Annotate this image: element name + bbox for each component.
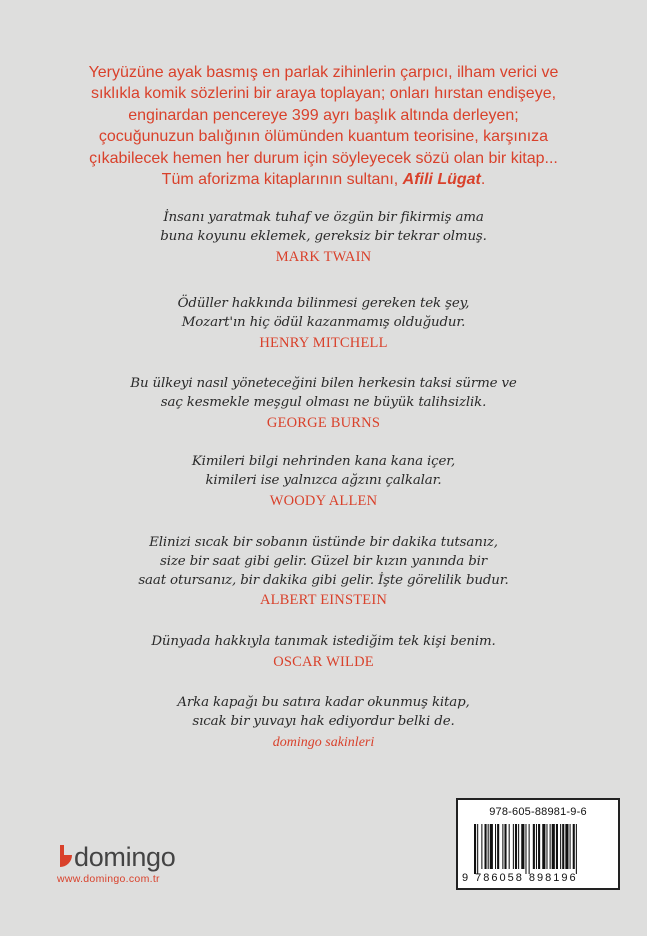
quote-author: ALBERT EINSTEIN bbox=[259, 592, 388, 609]
quote bbox=[60, 295, 587, 353]
quote-author: GEORGE BURNS bbox=[266, 414, 381, 431]
book-title: Afili Lügat bbox=[402, 171, 481, 189]
blurb-line: çıkabilecek hemen her durum için söyleyecek sözü olan bir kitap... bbox=[89, 149, 558, 167]
quote bbox=[60, 209, 587, 267]
isbn-number: 978-605-88981-9-6 bbox=[489, 806, 587, 818]
quote-author: domingo sakinleri bbox=[272, 734, 375, 750]
quote-line: İnsanı yaratmak tuhaf ve özgün bir fikirmiş ama bbox=[163, 210, 484, 225]
isbn-barcode bbox=[456, 798, 620, 890]
blurb-last-prefix: Tüm aforizma kitaplarının sultanı, bbox=[161, 171, 403, 189]
quote-line: buna koyunu eklemek, gereksiz bir tekrar olmuş. bbox=[160, 228, 487, 244]
blurb bbox=[30, 62, 617, 190]
domingo-logo-icon bbox=[60, 845, 72, 869]
publisher-website: www.domingo.com.tr bbox=[57, 873, 160, 885]
blurb-line: enginardan pencereye 399 ayrı başlık altında derleyen; bbox=[128, 106, 519, 124]
quote-author: MARK TWAIN bbox=[275, 248, 372, 265]
quote-author: OSCAR WILDE bbox=[273, 653, 374, 670]
quote-line: Bu ülkeyi nasıl yöneteceğini bilen herkesin taksi sürme ve bbox=[130, 376, 517, 391]
quote-line: Dünyada hakkıyla tanımak istediğim tek kişi benim. bbox=[151, 634, 496, 649]
blurb-last-line bbox=[30, 169, 617, 190]
quote-line: size bir saat gibi gelir. Güzel bir kızın yanında bir bbox=[159, 553, 487, 569]
quote-line: saat otursanız, bir dakika gibi gelir. İşte görelilik budur. bbox=[138, 572, 509, 588]
barcode-icon bbox=[474, 824, 604, 874]
quote-line: Elinizi sıcak bir sobanın üstünde bir dakika tutsanız, bbox=[149, 535, 498, 550]
blurb-line: çocuğunuzun balığının ölümünden kuantum teorisine, karşınıza bbox=[98, 128, 549, 146]
quote-line: Ödüller hakkında bilinmesi gereken tek şey, bbox=[177, 296, 470, 311]
barcode-digits: 9 786058 898196 bbox=[462, 872, 578, 884]
quote-author: WOODY ALLEN bbox=[269, 492, 378, 509]
quote-author: HENRY MITCHELL bbox=[259, 334, 388, 351]
quote-line: Arka kapağı bu satıra kadar okunmuş kitap, bbox=[177, 695, 470, 710]
quote-line: Kimileri bilgi nehrinden kana kana içer, bbox=[191, 454, 456, 469]
quote bbox=[60, 694, 587, 752]
quote-line: saç kesmekle meşgul olması ne büyük talihsizlik. bbox=[160, 394, 487, 410]
quote bbox=[60, 633, 587, 672]
quote bbox=[60, 453, 587, 511]
blurb-line: sıklıkla komik sözlerini bir araya toplayan; onları hırstan endişeye, bbox=[90, 85, 557, 103]
blurb-last-suffix: . bbox=[480, 171, 486, 189]
quote bbox=[60, 375, 587, 433]
blurb-line: Yeryüzüne ayak basmış en parlak zihinlerin çarpıcı, ilham verici ve bbox=[88, 64, 559, 81]
quote-line: kimileri ise yalnızca ağzını çalkalar. bbox=[205, 472, 442, 488]
quote-line: Mozart'ın hiç ödül kazanmamış olduğudur. bbox=[181, 314, 466, 330]
quote-line: sıcak bir yuvayı hak ediyordur belki de. bbox=[192, 713, 455, 729]
publisher-logo-text: domingo bbox=[74, 842, 176, 872]
quote bbox=[60, 534, 587, 610]
publisher-logo bbox=[60, 842, 175, 872]
